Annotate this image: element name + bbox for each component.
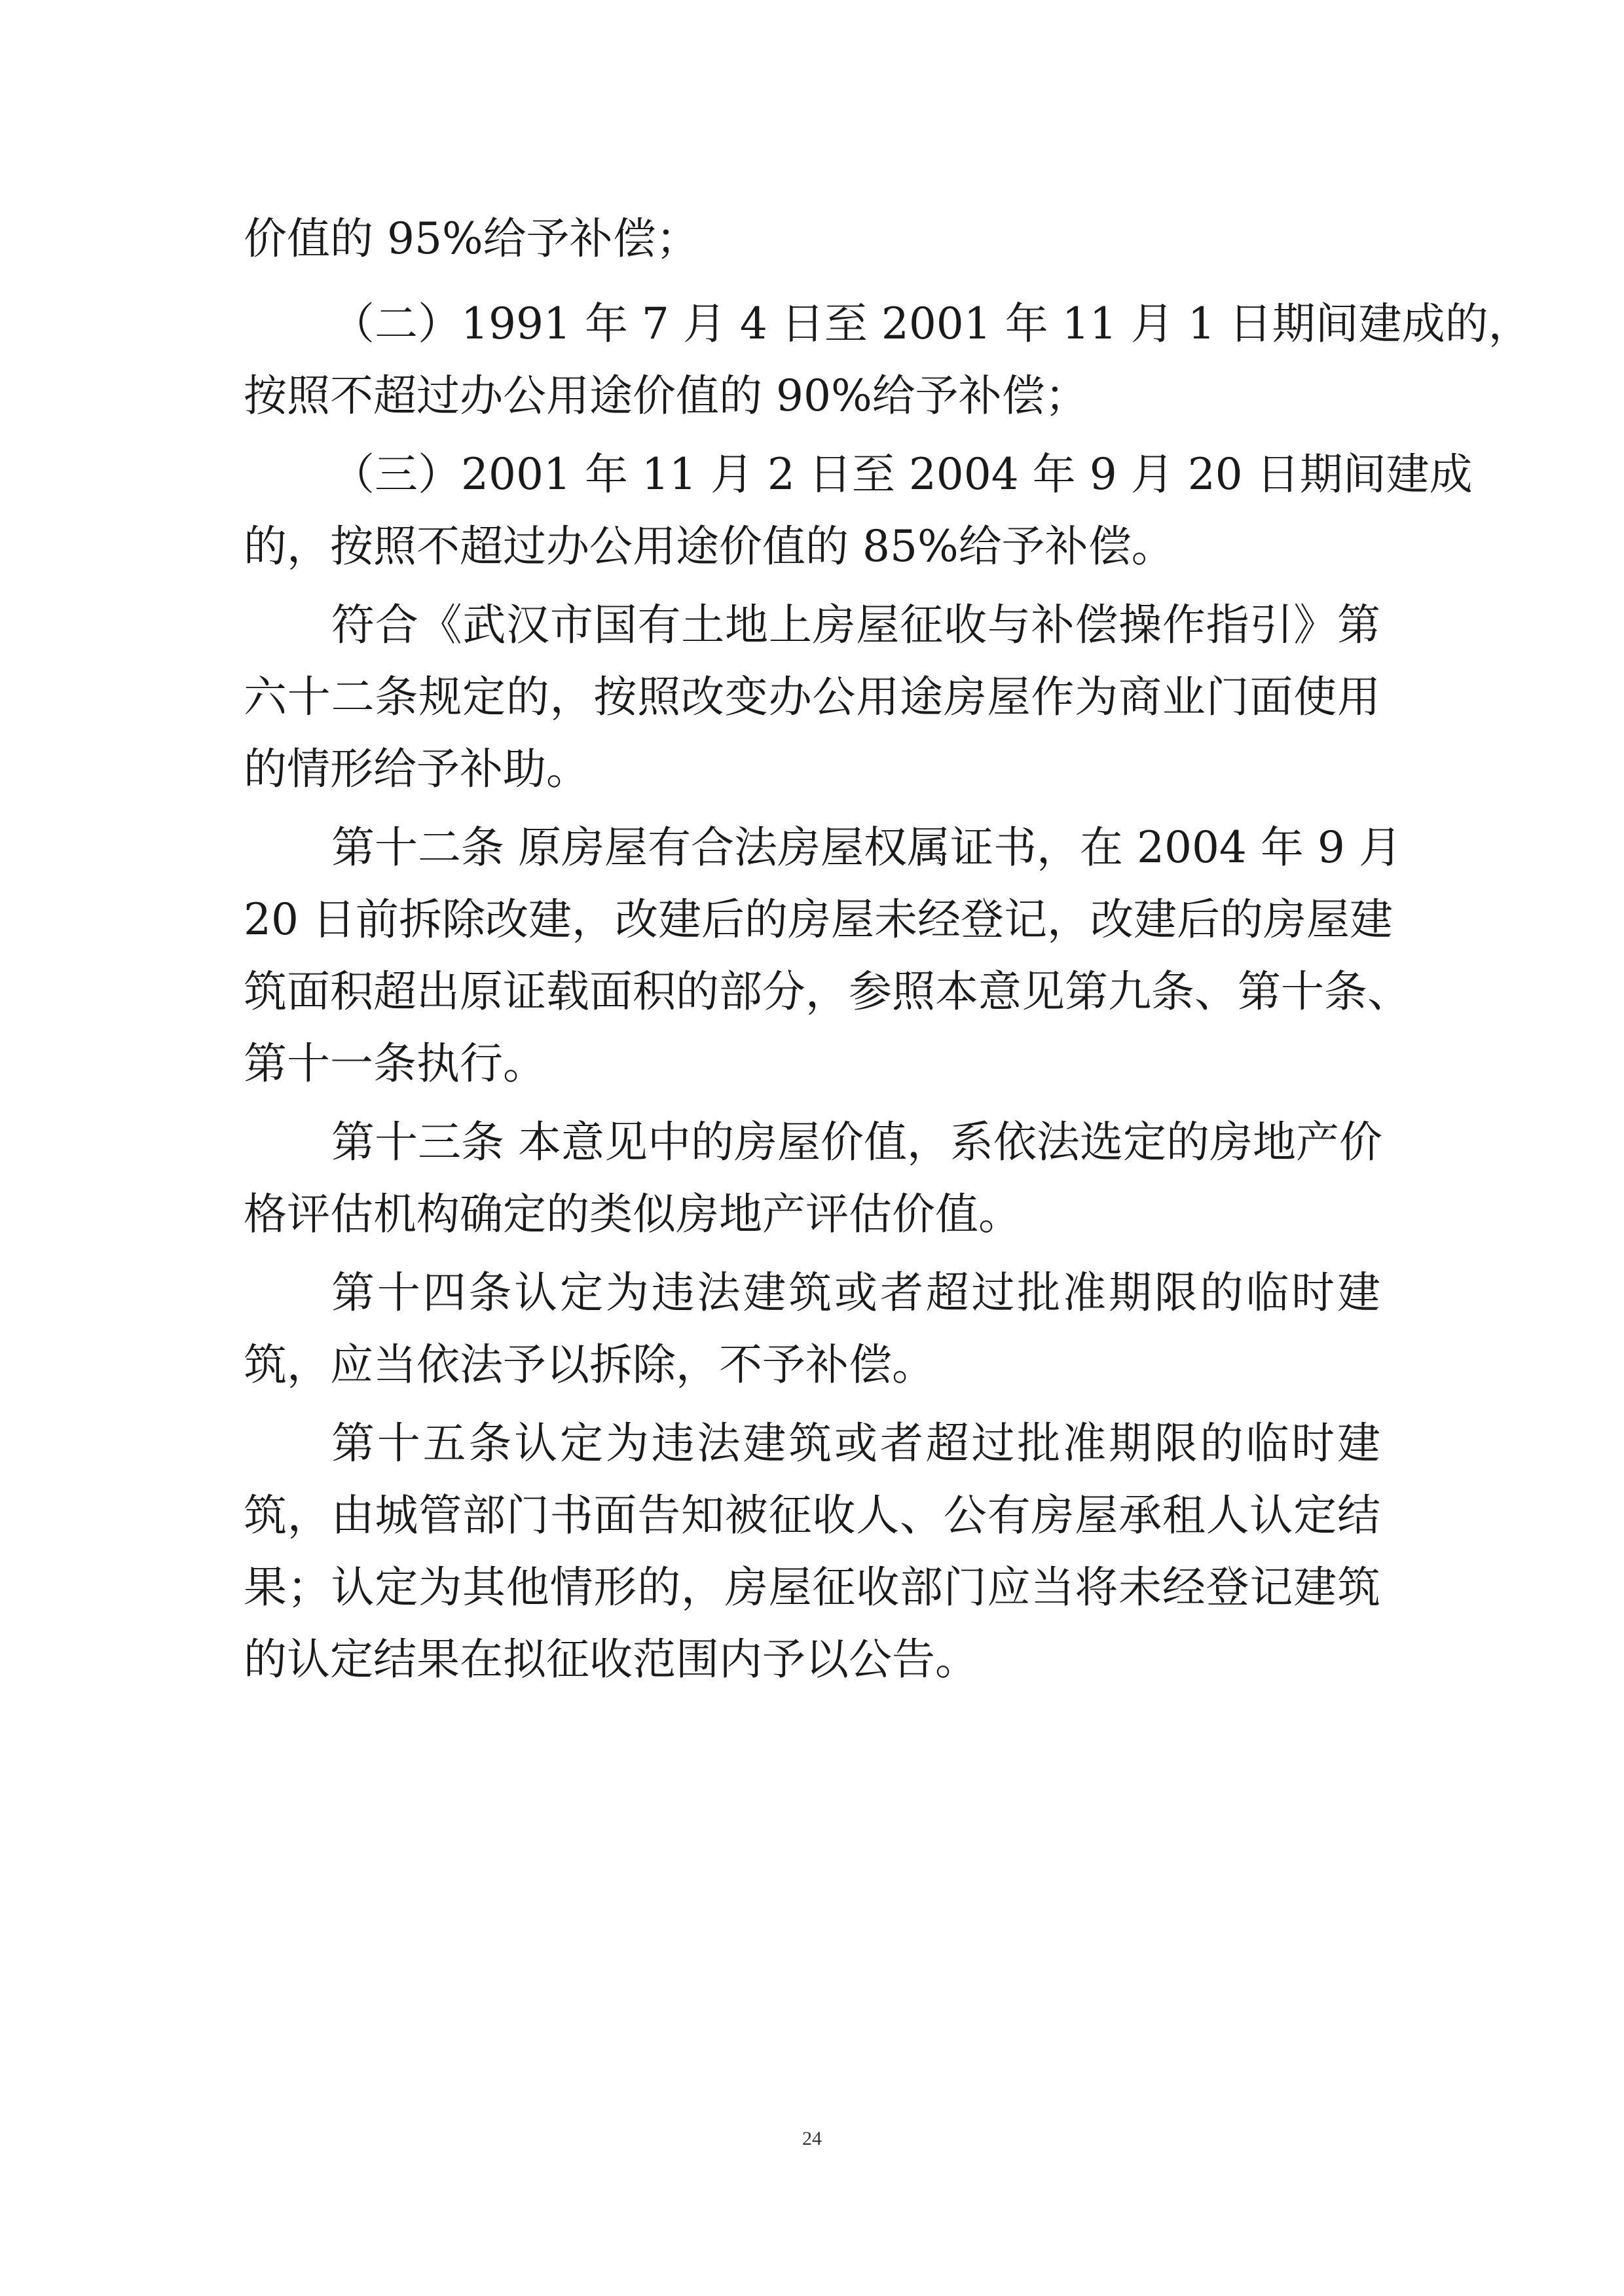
paragraph-line: 第十三条 本意见中的房屋价值，系依法选定的房地产价: [331, 1117, 1382, 1167]
paragraph-line: 第十五条认定为违法建筑或者超过批准期限的临时建: [331, 1418, 1380, 1468]
paragraph-line: 筑，应当依法予以拆除，不予补偿。: [244, 1339, 935, 1390]
paragraph-line: 第十四条认定为违法建筑或者超过批准期限的临时建: [331, 1267, 1380, 1318]
paragraph-line: 筑面积超出原证载面积的部分，参照本意见第九条、第十条、: [244, 966, 1411, 1017]
paragraph-line: 第十二条 原房屋有合法房屋权属证书，在 2004 年 9 月: [331, 822, 1402, 873]
paragraph-line: 果；认定为其他情形的，房屋征收部门应当将未经登记建筑: [244, 1562, 1380, 1613]
paragraph-line: （三）2001 年 11 月 2 日至 2004 年 9 月 20 日期间建成: [331, 449, 1473, 500]
paragraph-line: 的认定结果在拟征收范围内予以公告。: [244, 1634, 978, 1685]
paragraph-line: 第十一条执行。: [244, 1038, 546, 1089]
paragraph-line: 符合《武汉市国有土地上房屋征收与补偿操作指引》第: [331, 600, 1380, 650]
paragraph-line: 20 日前拆除改建，改建后的房屋未经登记，改建后的房屋建: [244, 894, 1393, 945]
paragraph-line: 的情形给予补助。: [244, 744, 589, 794]
paragraph-line: 六十二条规定的，按照改变办公用途房屋作为商业门面使用: [244, 672, 1380, 722]
page-number: 24: [802, 2128, 822, 2149]
paragraph-line: （二）1991 年 7 月 4 日至 2001 年 11 月 1 日期间建成的，: [331, 299, 1532, 349]
paragraph-line: 价值的 95%给予补偿；: [244, 213, 699, 264]
paragraph-line: 格评估机构确定的类似房地产评估价值。: [244, 1189, 1022, 1239]
paragraph-line: 筑，由城管部门书面告知被征收人、公有房屋承租人认定结: [244, 1490, 1380, 1540]
paragraph-line: 按照不超过办公用途价值的 90%给予补偿；: [244, 371, 1088, 421]
paragraph-line: 的，按照不超过办公用途价值的 85%给予补偿。: [244, 521, 1175, 572]
